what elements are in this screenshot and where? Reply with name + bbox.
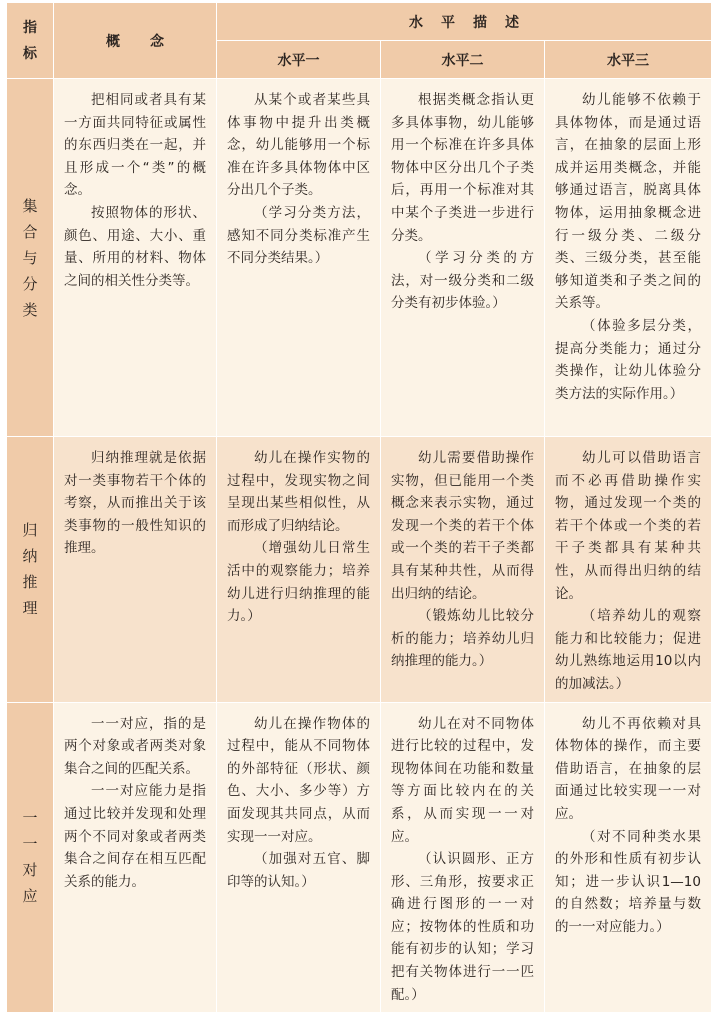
level-1-correspondence [217,702,381,1013]
level-paragraph: （对不同种类水果的外形和性质有初步认知；进一步认识1—10的自然数；培养量与数的一一对应能力。） [555,828,701,935]
concept-paragraph: 一一对应，指的是两个对象或者两类对象集合之间的匹配关系。 [64,715,206,777]
header-index-label: 指标 [23,19,37,62]
concept-paragraph: 按照物体的形状、颜色、用途、大小、重量、所用的材料、物体之间的相关性分类等。 [64,204,206,289]
level-3-induction [545,437,712,703]
level-paragraph: 幼儿可以借助语言而不必再借助操作实物，通过发现一个类的若干个体或一个类的若干子类都具有某种共性，从而得出归纳的结论。 [555,450,701,602]
level-2-correspondence [381,702,545,1013]
indicator-label: 一一对应 [22,809,38,906]
level-paragraph: 幼儿需要借助操作实物，但已能用一个类概念来表示实物，通过发现一个类的若干个体或一个类的若干子类都具有某种共性，从而得出归纳的结论。 [391,450,534,602]
level-paragraph: （加强对五官、脚印等的认知。） [227,851,370,890]
level-paragraph: 幼儿在操作实物的过程中，发现实物之间呈现出某些相似性，从而形成了归纳结论。 [227,450,370,534]
concept-paragraph: 一一对应能力是指通过比较并发现和处理两个不同对象或者两类集合之间存在相互匹配关系的能力。 [64,783,206,890]
level-1-induction [217,437,381,703]
level-paragraph: （培养幼儿的观察能力和比较能力；促进幼儿熟练地运用10以内的加减法。） [555,608,701,692]
level-3-classification [545,79,712,437]
level-paragraph: （认识圆形、正方形、三角形，按要求正确进行图形的一一对应；按物体的性质和功能有初步的认知；学习把有关物体进行一一匹配。） [391,851,534,1003]
concept-induction [54,437,217,703]
indicator-correspondence [7,702,54,1013]
concept-paragraph: 归纳推理就是依据对一类事物若干个体的考察，从而推出关于该类事物的一般性知识的推理。 [64,450,206,557]
level-paragraph: 从某个或者某些具体事物中提升出类概念，幼儿能够用一个标准在许多具体物体中区分出几个子类。 [227,92,370,199]
level-paragraph: 根据类概念指认更多具体事物，幼儿能够用一个标准在许多具体物体中区分出几个子类后，再用一个标准对其中某个子类进一步进行分类。 [391,92,534,244]
level-paragraph: （增强幼儿日常生活中的观察能力；培养幼儿进行归纳推理的能力。） [227,540,370,625]
level-paragraph: 幼儿不再依赖对具体物体的操作，而主要借助语言，在抽象的层面通过比较实现一一对应。 [555,715,701,822]
indicator-induction [7,437,54,703]
header-index [7,3,54,79]
concept-correspondence [54,702,217,1013]
level-paragraph: （学习分类的方法，对一级分类和二级分类有初步体验。） [391,250,534,312]
concept-classification [54,79,217,437]
level-paragraph: 幼儿能够不依赖于具体物体，而是通过语言，在抽象的层面上形成并运用类概念，并能够通过语言，脱离具体物体，运用抽象概念进行一级分类、二级分类、三级分类，甚至能够知道类和子类之间的关系等。 [555,92,701,312]
level-2-induction [381,437,545,703]
level-2-classification [381,79,545,437]
table-row-correspondence [7,702,712,1013]
level-paragraph: （体验多层分类，提高分类能力；通过分类操作，让幼儿体验分类方法的实际作用。） [555,317,701,402]
header-level-2: 水平二 [381,41,545,79]
table-row-classification [7,79,712,437]
level-paragraph: 幼儿在操作物体的过程中，能从不同物体的外部特征（形状、颜色、大小、多少等）方面发现其共同点，从而实现一一对应。 [227,715,370,845]
level-3-correspondence [545,702,712,1013]
header-description: 水平描述 [217,3,712,41]
level-1-classification [217,79,381,437]
level-paragraph: （锻炼幼儿比较分析的能力；培养幼儿归纳推理的能力。） [391,608,534,670]
indicator-classification [7,79,54,437]
math-indicator-table [6,2,712,1013]
header-level-1: 水平一 [217,41,381,79]
header-level-3: 水平三 [545,41,712,79]
header-concept: 概念 [54,3,217,79]
level-paragraph: （学习分类方法，感知不同分类标准产生不同分类结果。） [227,204,370,267]
indicator-label: 归纳推理 [22,521,38,618]
concept-paragraph: 把相同或者具有某一方面共同特征或属性的东西归类在一起，并且形成一个“类”的概念。 [64,92,206,199]
table-row-induction [7,437,712,703]
indicator-label: 集合与分类 [22,196,38,319]
level-paragraph: 幼儿在对不同物体进行比较的过程中，发现物体间在功能和数量等方面比较内在的关系，从而实现一一对应。 [391,715,534,845]
